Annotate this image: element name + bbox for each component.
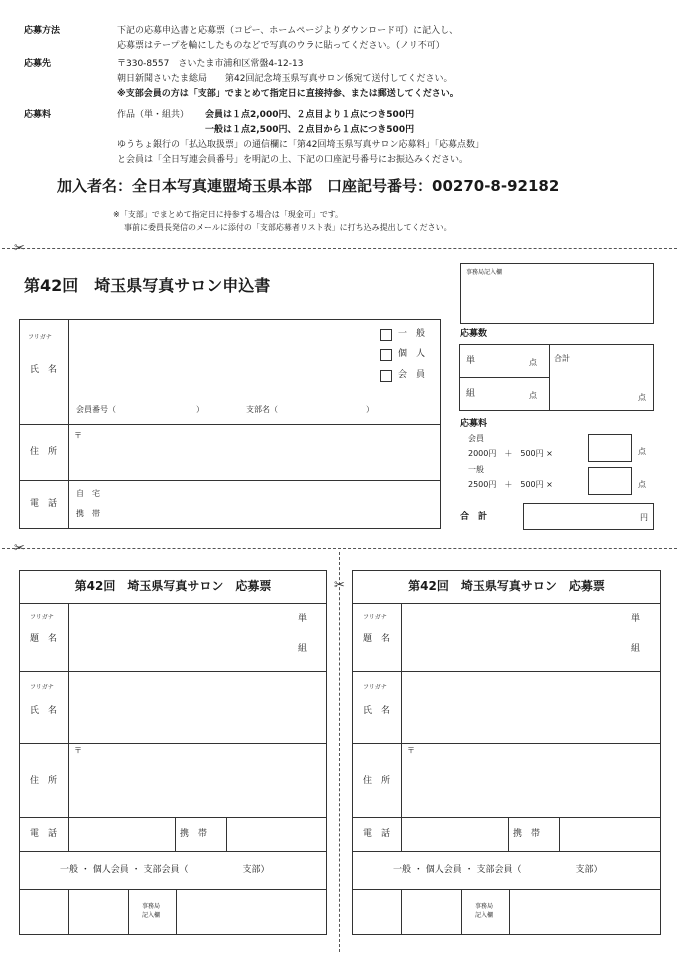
name-label: 氏 名 [30,365,58,375]
method-line-2: 応募票はテープを輪にしたものなどで写真のウラに貼ってください。（ノリ不可） [117,41,445,51]
work-title-input[interactable] [70,605,290,669]
title-label: 題 名 [363,634,391,644]
ticket-divider [353,671,660,672]
ticket-label-divider [401,603,402,851]
ticket-divider [20,743,326,744]
fee-line-3: ゆうちょ銀行の「払込取扱票」の通信欄に「第42回埼玉県写真サロン応募料」「応募点数」 [117,140,484,150]
branch-name-field[interactable]: 支部名（ ） [246,405,374,414]
office-use-box [460,263,654,324]
applicant-form [19,319,441,529]
fee-line-4: と会員は「全日写連会員番号」を明記の上、下記の口座記号番号にお振込みください。 [117,155,469,165]
general-count-input[interactable] [588,467,632,495]
count-total-label: 合計 [554,354,570,363]
address-label: 住 所 [30,447,58,457]
checkbox-general[interactable] [380,329,392,341]
mobile-label: 携 帯 [180,829,208,839]
mobile-phone-label: 携 帯 [76,509,100,518]
ticket-divider-v [226,817,227,851]
furigana-label: フリガナ [30,614,54,621]
office-use-label: 記入欄 [475,912,494,919]
work-title-input[interactable] [403,605,623,669]
member-fee-label: 会員 [468,434,484,443]
fee-title: 応募料 [460,419,488,429]
postal-mark: 〒 [74,431,82,440]
scissors-icon: ✂ [334,578,345,593]
ticket-divider-v [509,889,510,934]
single-label: 単 [631,614,641,624]
address-input[interactable] [70,745,324,815]
membership-line[interactable]: 一般 ・ 個人会員 ・ 支部会員（ 支部） [60,865,270,875]
ticket-divider [353,851,660,852]
category-general-label: 一 般 [398,329,426,339]
count-divider-h [460,377,549,378]
note-line-2: 事前に委員長発信のメールに添付の「支部応募者リスト表」に打ち込み提出してください。 [124,223,452,232]
furigana-label: フリガナ [363,614,387,621]
ticket-divider [20,889,326,890]
ticket-divider [20,671,326,672]
phone-input[interactable] [403,819,507,849]
office-use-label: 記入欄 [142,912,161,919]
ticket-label-divider [68,603,69,851]
ticket-divider-v [175,817,176,851]
count-total-unit: 点 [638,393,646,402]
ticket-divider-v [401,889,402,934]
checkbox-member[interactable] [380,370,392,382]
set-unit: 点 [529,391,537,400]
office-use-label: 事務局 [142,903,161,910]
ticket-divider-v [128,889,129,934]
postal-mark: 〒 [407,746,415,755]
category-member-label: 会 員 [398,370,426,380]
yen-unit: 円 [640,513,648,522]
destination-note: ※支部会員の方は「支部」でまとめて指定日に直接持参、または郵送してください。 [117,89,459,99]
address-input[interactable] [70,426,438,478]
application-title: 第42回 埼玉県写真サロン申込書 [24,276,271,295]
entry-ticket-right [352,570,661,935]
ticket-divider [20,851,326,852]
member-number-field[interactable]: 会員番号（ ） [76,405,204,414]
name-label: 氏 名 [363,706,391,716]
phone-label: 電 話 [30,829,58,839]
ticket-divider [20,817,326,818]
member-count-input[interactable] [588,434,632,462]
set-label: 組 [631,644,641,654]
fee-label: 応募料 [24,110,52,120]
mobile-label: 携 帯 [513,829,541,839]
mobile-input[interactable] [561,819,657,849]
ticket-divider [353,603,660,604]
name-input[interactable] [403,673,657,741]
ticket-divider-v [68,889,69,934]
single-label: 単 [298,614,308,624]
postal-mark: 〒 [74,746,82,755]
cut-line-middle [2,548,677,549]
phone-label: 電 話 [363,829,391,839]
account-line: 加入者名：全日本写真連盟埼玉県本部 口座記号番号：00270-8-92182 [57,177,560,195]
destination-label: 応募先 [24,59,52,69]
method-line-1: 下記の応募申込書と応募票（コピー、ホームページよりダウンロード可）に記入し、 [117,26,459,36]
count-divider-v [549,345,550,410]
count-title: 応募数 [460,329,488,339]
name-input[interactable] [70,322,375,402]
destination-line-2: 朝日新聞さいたま総局 第42回記念埼玉県写真サロン係宛て送付してください。 [117,74,453,84]
member-fee-calc: 2000円 ＋ 500円 × [468,449,553,458]
note-line-1: ※「支部」でまとめて指定日に持参する場合は「現金可」です。 [113,210,344,219]
ticket-title: 第42回 埼玉県写真サロン 応募票 [408,579,605,593]
general-fee-label: 一般 [468,465,484,474]
office-use-label: 事務局記入欄 [466,269,503,276]
category-individual-label: 個 人 [398,349,426,359]
ticket-divider-v [559,817,560,851]
fee-line-1a: 作品（単・組共） [117,110,190,120]
fee-line-2: 一般は１点2,500円、２点目から１点につき500円 [205,125,415,135]
method-label: 応募方法 [24,26,61,36]
name-label: 氏 名 [30,706,58,716]
ticket-divider [20,603,326,604]
single-label: 単 [466,356,476,366]
scissors-icon: ✂ [14,541,25,556]
furigana-label: フリガナ [28,334,52,341]
fee-line-1b: 会員は１点2,000円、２点目より１点につき500円 [205,110,415,120]
ticket-title: 第42回 埼玉県写真サロン 応募票 [74,579,272,593]
single-unit: 点 [529,358,537,367]
row-divider-2 [20,480,440,481]
scissors-icon: ✂ [14,241,25,256]
row-divider-1 [20,424,440,425]
address-label: 住 所 [363,776,391,786]
checkbox-individual[interactable] [380,349,392,361]
phone-input[interactable] [70,819,174,849]
home-phone-label: 自 宅 [76,489,100,498]
cut-line-top [2,248,677,249]
furigana-label: フリガナ [30,684,54,691]
ticket-divider-v [461,889,462,934]
member-count-unit: 点 [638,447,646,456]
set-label: 組 [466,389,476,399]
ticket-divider [353,889,660,890]
mobile-input[interactable] [228,819,324,849]
set-label: 組 [298,644,308,654]
general-count-unit: 点 [638,480,646,489]
general-fee-calc: 2500円 ＋ 500円 × [468,480,553,489]
ticket-divider [353,817,660,818]
sum-label: 合 計 [460,512,488,522]
ticket-divider [353,743,660,744]
membership-line[interactable]: 一般 ・ 個人会員 ・ 支部会員（ 支部） [393,865,603,875]
count-table [459,344,654,411]
entry-ticket-left [19,570,327,935]
ticket-divider-v [176,889,177,934]
furigana-label: フリガナ [363,684,387,691]
address-label: 住 所 [30,776,58,786]
title-label: 題 名 [30,634,58,644]
cut-line-vertical [339,552,340,952]
address-input[interactable] [403,745,657,815]
phone-input[interactable] [110,484,436,524]
ticket-divider-v [508,817,509,851]
destination-line-1: 〒330-8557 さいたま市浦和区常盤4-12-13 [117,59,304,69]
office-use-label: 事務局 [475,903,494,910]
total-fee-input[interactable] [523,503,654,530]
phone-label: 電 話 [30,499,58,509]
name-input[interactable] [70,673,324,741]
